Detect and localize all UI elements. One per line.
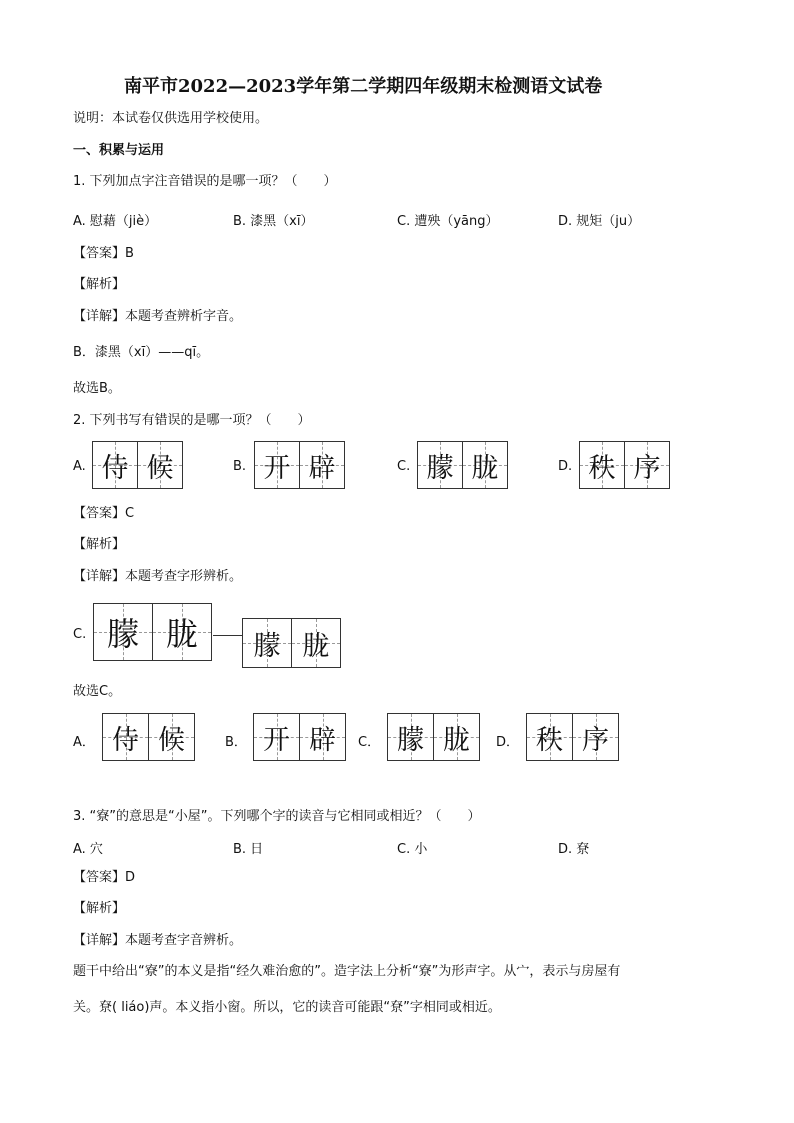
q2-option-b-grid xyxy=(254,441,345,489)
q2-option-b-label: B. xyxy=(233,459,247,474)
q1-stem: 1. 下列加点字注音错误的是哪一项？（ ） xyxy=(73,174,337,189)
q2-repeat-label-d: D． xyxy=(496,735,520,750)
q1-detail: 【详解】本题考查辨析字音。 xyxy=(73,309,243,324)
q2-repeat-label-c: C． xyxy=(358,735,381,750)
q2-repeat-grid-b xyxy=(253,713,346,761)
char-cell: 开 xyxy=(254,714,299,760)
q2-option-a-grid xyxy=(92,441,183,489)
char-cell: 侍 xyxy=(103,714,148,760)
q2-option-d-grid xyxy=(579,441,670,489)
q2-repeat-label-a: A． xyxy=(73,735,95,750)
q3-option-c: C. 小 xyxy=(397,842,428,857)
char-cell: 胧 xyxy=(462,442,507,488)
q2-wrong-word-grid xyxy=(93,603,212,661)
correction-connector-line xyxy=(213,635,242,636)
q2-option-c-label: C. xyxy=(397,459,411,474)
q1-explanation: B．漆黑（xī）——qī。 xyxy=(73,345,210,360)
q1-option-a: A. 慰藉（jiè） xyxy=(73,214,158,229)
char-cell: 朦 xyxy=(418,442,462,488)
char-cell: 胧 xyxy=(291,619,340,667)
q1-option-b: B. 漆黑（xī） xyxy=(233,214,314,229)
char-cell: 朦 xyxy=(388,714,433,760)
q2-conclusion: 故选C。 xyxy=(73,684,122,699)
q2-repeat-grid-d xyxy=(526,713,619,761)
q2-repeat-grid-a xyxy=(102,713,195,761)
q1-option-c: C. 遭殃（yāng） xyxy=(397,214,499,229)
q2-option-c-grid xyxy=(417,441,508,489)
q2-detail: 【详解】本题考查字形辨析。 xyxy=(73,569,243,584)
char-cell: 候 xyxy=(148,714,194,760)
q2-repeat-grid-c xyxy=(387,713,480,761)
q1-conclusion: 故选B。 xyxy=(73,381,121,396)
char-cell: 秩 xyxy=(580,442,624,488)
q1-answer: 【答案】B xyxy=(73,246,134,261)
q3-analysis-label: 【解析】 xyxy=(73,901,126,916)
q3-detail: 【详解】本题考查字音辨析。 xyxy=(73,933,243,948)
q2-analysis-label: 【解析】 xyxy=(73,537,126,552)
q2-correction-label: C. xyxy=(73,627,87,642)
char-cell: 朦 xyxy=(94,604,152,660)
char-cell: 辟 xyxy=(299,442,344,488)
char-cell: 开 xyxy=(255,442,299,488)
q2-repeat-label-b: B． xyxy=(225,735,247,750)
q1-analysis-label: 【解析】 xyxy=(73,277,126,292)
q2-correct-word-grid xyxy=(242,618,341,668)
q3-option-a: A. 穴 xyxy=(73,842,103,857)
q3-option-b: B. 日 xyxy=(233,842,264,857)
char-cell: 侍 xyxy=(93,442,137,488)
q3-paragraph-line1: 题干中给出“寮”的本义是指“经久难治愈的”。造字法上分析“寮”为形声字。从宀，表示与房屋有 xyxy=(73,964,621,979)
char-cell: 辟 xyxy=(299,714,345,760)
char-cell: 秩 xyxy=(527,714,572,760)
char-cell: 序 xyxy=(624,442,669,488)
char-cell: 候 xyxy=(137,442,182,488)
char-cell: 胧 xyxy=(152,604,211,660)
char-cell: 朦 xyxy=(243,619,291,667)
char-cell: 胧 xyxy=(433,714,479,760)
q2-answer: 【答案】C xyxy=(73,506,135,521)
q2-option-a-label: A. xyxy=(73,459,86,474)
q2-option-d-label: D. xyxy=(558,459,573,474)
instructions-note: 说明：本试卷仅供选用学校使用。 xyxy=(73,111,269,126)
q2-stem: 2. 下列书写有错误的是哪一项？（ ） xyxy=(73,413,311,428)
q3-stem: 3. “寮”的意思是“小屋”。下列哪个字的读音与它相同或相近？（ ） xyxy=(73,809,481,824)
page-title: 南平市2022—2023学年第二学期四年级期末检测语文试卷 xyxy=(124,76,603,97)
q3-option-d: D. 尞 xyxy=(558,842,590,857)
q3-paragraph-line2: 关。尞( liáo)声。本义指小窗。所以，它的读音可能跟“尞”字相同或相近。 xyxy=(73,1000,501,1015)
q1-option-d: D. 规矩（ju） xyxy=(558,214,641,229)
section-heading: 一、积累与运用 xyxy=(73,143,165,158)
char-cell: 序 xyxy=(572,714,618,760)
q3-answer: 【答案】D xyxy=(73,870,136,885)
